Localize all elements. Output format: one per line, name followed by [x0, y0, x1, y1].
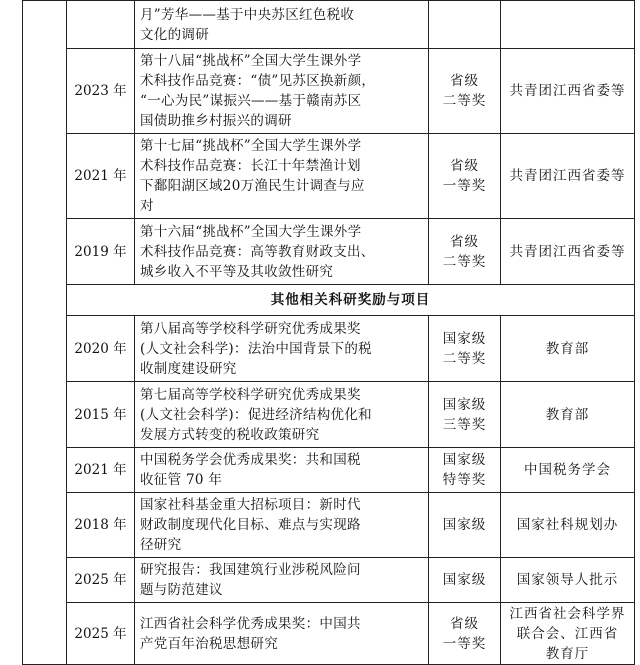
text-line: 财政制度现代化目标、难点与实现路 [140, 517, 361, 533]
year-cell: 2018 年 [67, 493, 135, 558]
awards-table [22, 0, 635, 665]
text-line: 二等奖 [442, 93, 487, 109]
text-line: 收制度建设研究 [140, 360, 237, 377]
text-line: 径研究 [140, 537, 182, 553]
text-line: 月”芳华——基于中央苏区红色税收 [140, 6, 355, 23]
text-line: 省级 [450, 615, 479, 632]
text-line: 省级 [450, 233, 479, 250]
award-title-cell [135, 134, 429, 219]
text-line: 研究报告：我国建筑行业涉税风险问 [140, 562, 361, 578]
text-line: (人文社会科学)：促进经济结构优化和 [140, 406, 372, 423]
table-row [23, 1, 635, 49]
year-cell: 2023 年 [67, 49, 135, 134]
table-row [23, 316, 635, 382]
table-row [23, 493, 635, 558]
text-line: 城乡收入不平等及其收敛性研究 [140, 263, 334, 280]
text-line: 国家领导人批示 [516, 572, 619, 588]
text-line: 下鄱阳湖区域20万渔民生计调查与应 [140, 178, 365, 194]
award-level-cell [429, 603, 501, 665]
year-cell: 2021 年 [67, 448, 135, 493]
text-line: 第八届高等学校科学研究优秀成果奖 [140, 320, 361, 337]
award-level-cell [429, 134, 501, 219]
text-line: 国债助推乡村振兴的调研 [140, 113, 292, 129]
issuing-organization-cell [501, 1, 635, 49]
issuing-organization-cell [501, 49, 635, 134]
text-line: 中国税务学会 [524, 462, 611, 478]
award-level-cell [429, 219, 501, 285]
text-line: 一等奖 [442, 178, 487, 194]
text-line: 国家社科基金重大招标项目：新时代 [140, 497, 361, 513]
award-title-cell [135, 448, 429, 493]
table-row [23, 603, 635, 665]
text-line: 国家级 [442, 330, 487, 347]
text-line: 第十七届“挑战杯”全国大学生课外学 [140, 138, 362, 154]
table-row [23, 49, 635, 134]
text-line: 国家级 [442, 517, 487, 533]
text-line: 教育部 [545, 406, 590, 423]
text-line: 国家级 [442, 572, 487, 588]
text-line: 对 [140, 198, 154, 214]
text-line: 江西省社会科学界 [509, 605, 626, 622]
text-line: 一等奖 [442, 635, 487, 652]
award-level-cell [429, 558, 501, 603]
issuing-organization-cell [501, 448, 635, 493]
award-title-cell [135, 493, 429, 558]
award-level-cell [429, 1, 501, 49]
text-line: 第十六届“挑战杯”全国大学生课外学 [140, 223, 362, 240]
issuing-organization-cell [501, 558, 635, 603]
text-line: (人文社会科学)：法治中国背景下的税 [140, 340, 372, 357]
year-cell: 2015 年 [67, 382, 135, 448]
issuing-organization-cell [501, 382, 635, 448]
award-title-cell [135, 558, 429, 603]
text-line: 特等奖 [442, 472, 487, 488]
text-line: 共青团江西省委等 [509, 168, 626, 184]
year-cell [67, 1, 135, 49]
section-row [23, 285, 635, 316]
text-line: 国家级 [442, 452, 487, 468]
award-level-cell [429, 448, 501, 493]
award-level-cell [429, 493, 501, 558]
text-line: 第七届高等学校科学研究优秀成果奖 [140, 386, 361, 403]
table-row [23, 134, 635, 219]
text-line: 联合会、江西省 [516, 625, 619, 642]
issuing-organization-cell [501, 134, 635, 219]
text-line: 术科技作品竞赛：“债”见苏区换新颜， [140, 73, 376, 89]
text-line: 第十八届“挑战杯”全国大学生课外学 [140, 53, 362, 69]
text-line: 教育厅 [545, 645, 590, 662]
year-cell: 2025 年 [67, 603, 135, 665]
table-row [23, 219, 635, 285]
text-line: 省级 [450, 158, 479, 174]
text-line: 教育部 [545, 340, 590, 357]
award-level-cell [429, 382, 501, 448]
table-row [23, 448, 635, 493]
text-line: 二等奖 [442, 350, 487, 367]
year-cell: 2021 年 [67, 134, 135, 219]
issuing-organization-cell [501, 493, 635, 558]
text-line: 收征管 70 年 [140, 472, 223, 488]
text-line: 术科技作品竞赛：高等教育财政支出、 [140, 243, 375, 260]
award-title-cell [135, 603, 429, 665]
text-line: 共青团江西省委等 [509, 83, 626, 99]
award-level-cell [429, 316, 501, 382]
year-cell: 2020 年 [67, 316, 135, 382]
issuing-organization-cell [501, 219, 635, 285]
text-line: “一心为民”谋振兴——基于赣南苏区 [140, 93, 362, 109]
year-cell: 2019 年 [67, 219, 135, 285]
table-row [23, 558, 635, 603]
text-line: 术科技作品竞赛：长江十年禁渔计划 [140, 158, 361, 174]
issuing-organization-cell [501, 603, 635, 665]
text-line: 题与防范建议 [140, 582, 223, 598]
text-line: 省级 [450, 73, 479, 89]
text-line: 江西省社会科学优秀成果奖：中国共 [140, 615, 361, 632]
text-line: 二等奖 [442, 253, 487, 270]
award-title-cell [135, 316, 429, 382]
award-level-cell [429, 49, 501, 134]
text-line: 发展方式转变的税收政策研究 [140, 426, 320, 443]
text-line: 共青团江西省委等 [509, 243, 626, 260]
section-heading: 其他相关科研奖励与项目 [67, 285, 635, 316]
category-column-cell [23, 1, 67, 665]
awards-table-body [23, 1, 635, 665]
table-row [23, 382, 635, 448]
text-line: 产党百年治税思想研究 [140, 635, 278, 652]
year-cell: 2025 年 [67, 558, 135, 603]
text-line: 国家社科规划办 [516, 517, 619, 533]
award-title-cell [135, 1, 429, 49]
award-title-cell [135, 49, 429, 134]
text-line: 文化的调研 [140, 26, 209, 43]
award-title-cell [135, 219, 429, 285]
text-line: 国家级 [442, 396, 487, 413]
issuing-organization-cell [501, 316, 635, 382]
award-title-cell [135, 382, 429, 448]
text-line: 三等奖 [442, 416, 487, 433]
text-line: 中国税务学会优秀成果奖：共和国税 [140, 452, 361, 468]
